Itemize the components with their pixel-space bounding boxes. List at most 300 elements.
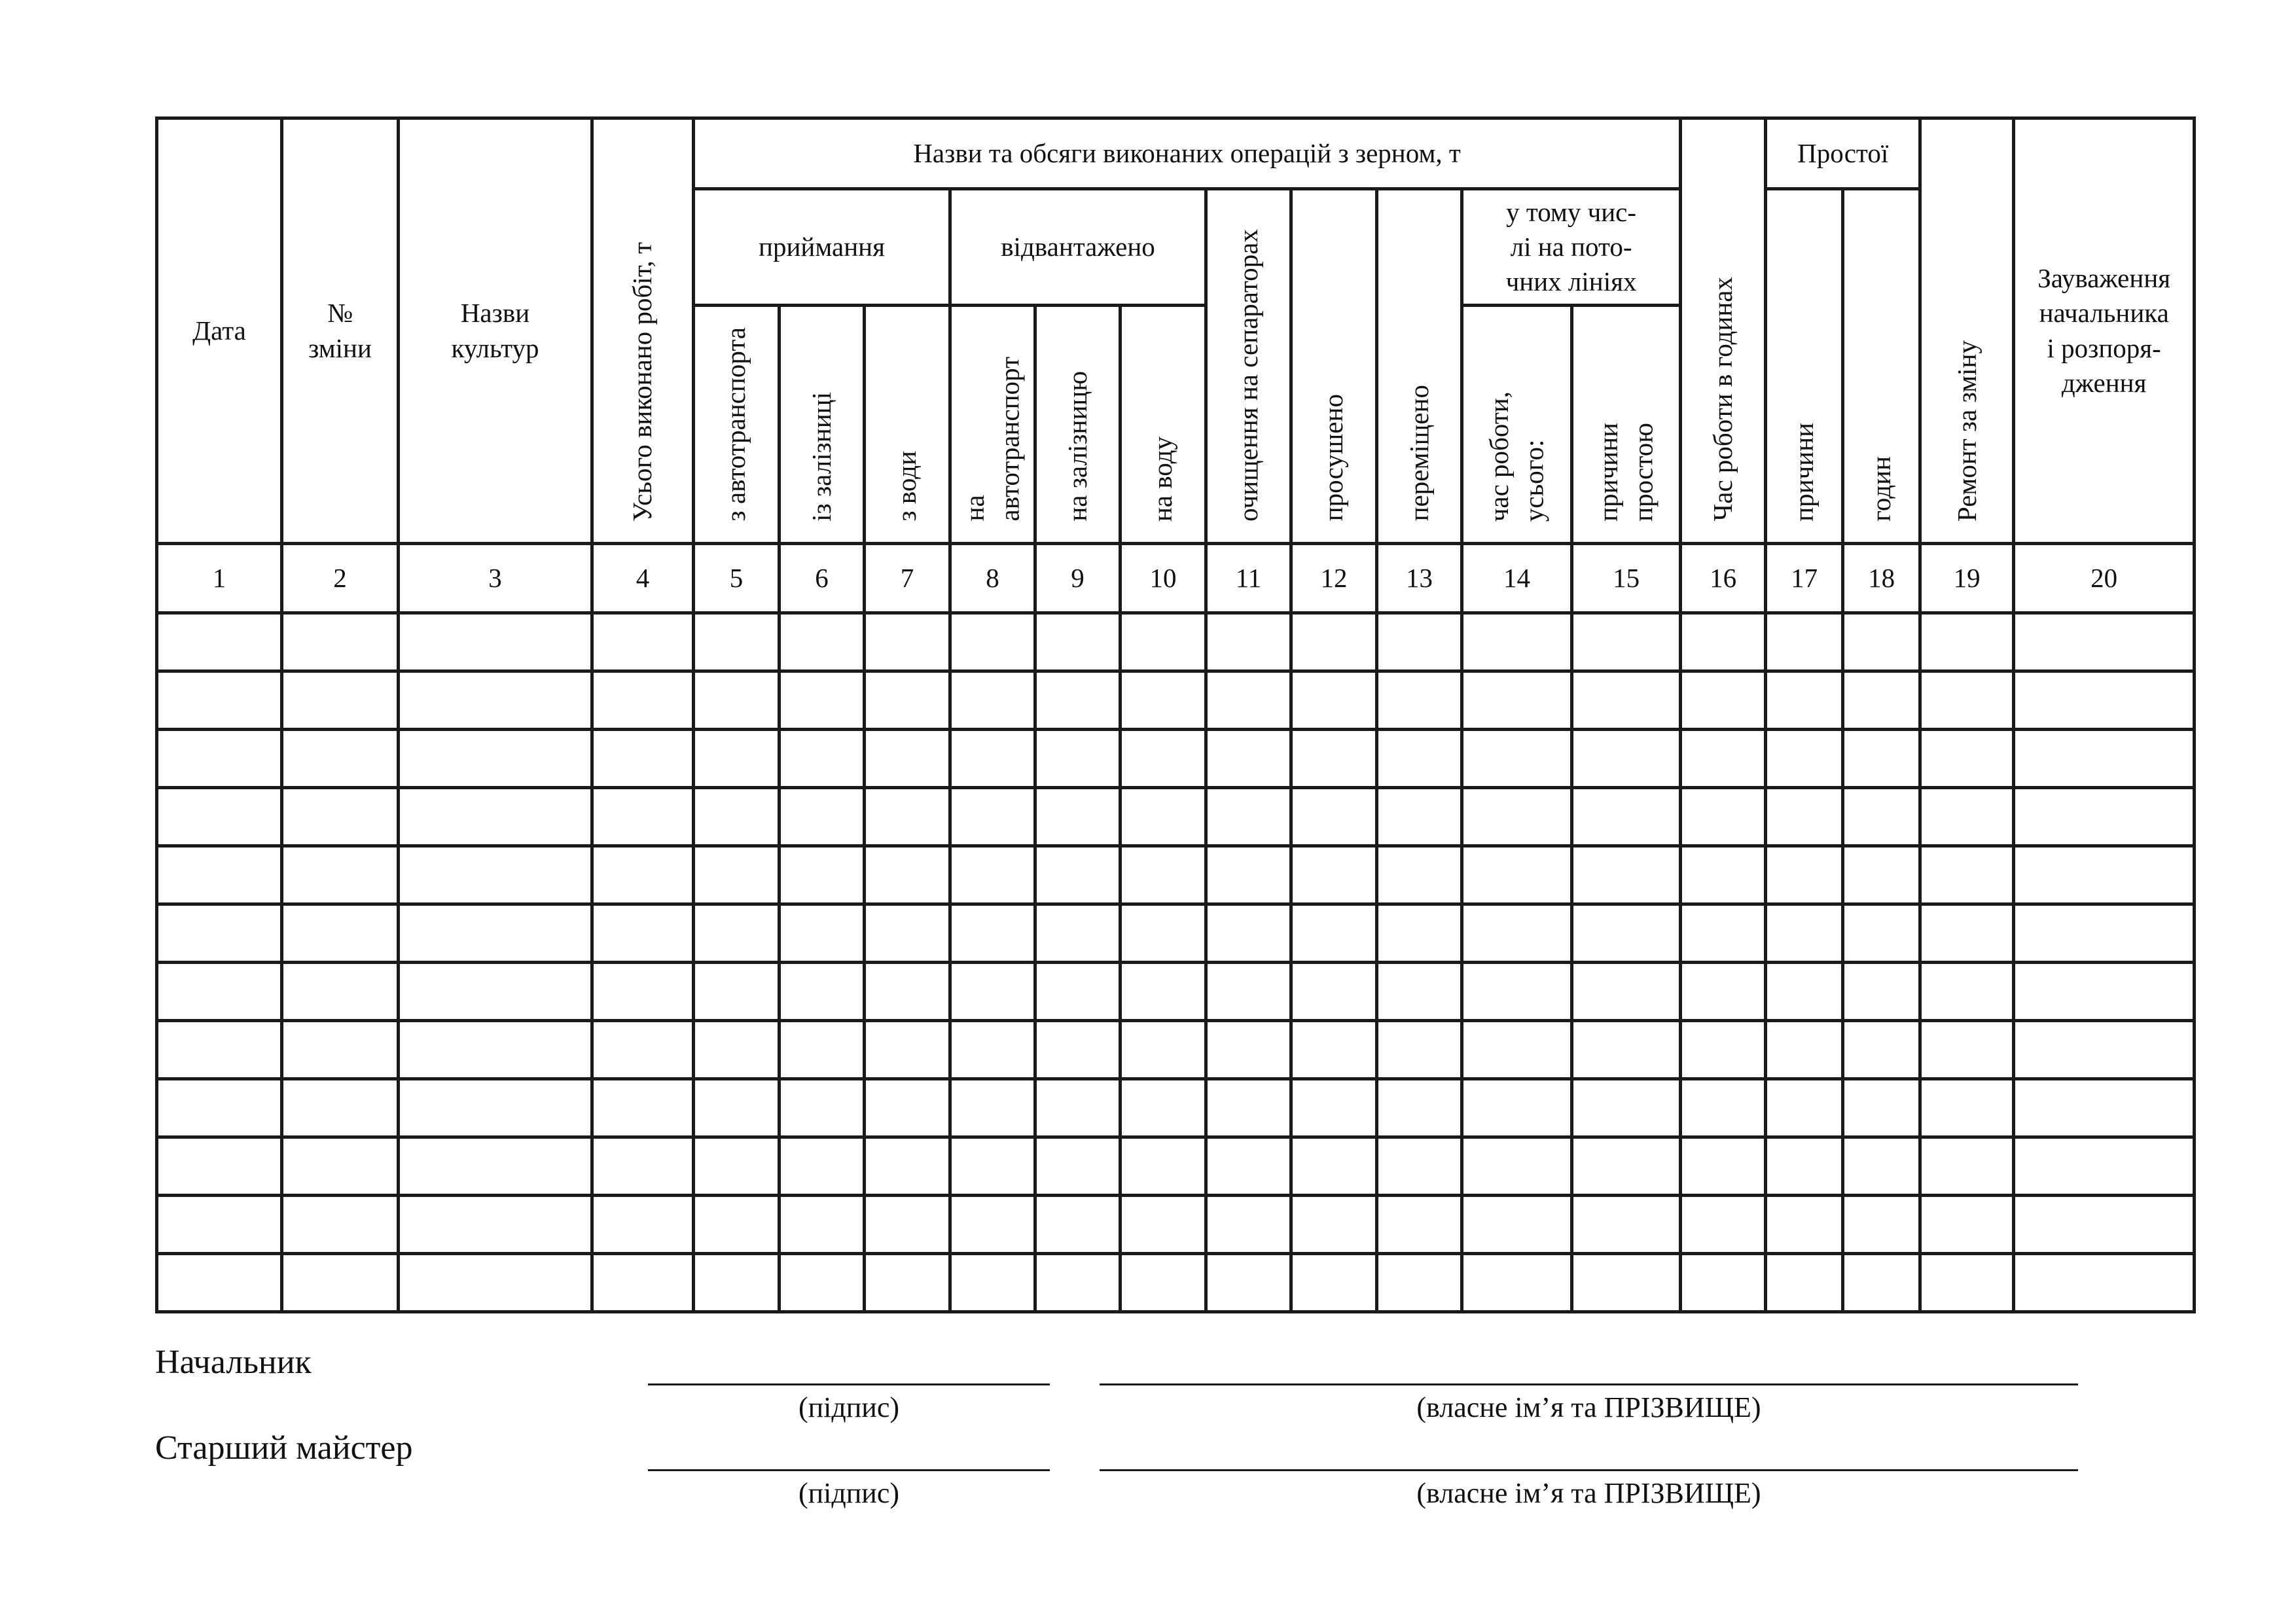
- table-cell[interactable]: [694, 963, 780, 1021]
- table-cell[interactable]: [157, 1254, 282, 1312]
- table-cell[interactable]: [1462, 904, 1572, 963]
- table-cell[interactable]: [780, 788, 865, 846]
- table-cell[interactable]: [1766, 1021, 1843, 1079]
- table-cell[interactable]: [865, 613, 950, 671]
- column-number: 17: [1766, 544, 1843, 613]
- table-cell[interactable]: [780, 613, 865, 671]
- table-cell[interactable]: [399, 1196, 592, 1254]
- table-cell[interactable]: [399, 788, 592, 846]
- table-cell[interactable]: [1843, 1254, 1920, 1312]
- table-cell[interactable]: [157, 730, 282, 788]
- table-cell[interactable]: [1291, 613, 1377, 671]
- table-row: [157, 788, 2195, 846]
- table-cell[interactable]: [592, 671, 694, 730]
- column-number: 4: [592, 544, 694, 613]
- table-cell[interactable]: [1035, 904, 1121, 963]
- chief-name-line[interactable]: [1100, 1383, 2078, 1385]
- table-cell[interactable]: [282, 904, 399, 963]
- table-cell[interactable]: [282, 613, 399, 671]
- column-number: 13: [1377, 544, 1462, 613]
- table-cell[interactable]: [1462, 1079, 1572, 1137]
- table-cell[interactable]: [1206, 1254, 1291, 1312]
- table-cell[interactable]: [694, 1137, 780, 1196]
- table-cell[interactable]: [592, 1137, 694, 1196]
- table-cell[interactable]: [1291, 1137, 1377, 1196]
- table-cell[interactable]: [1681, 963, 1766, 1021]
- table-cell[interactable]: [1572, 1137, 1681, 1196]
- table-cell[interactable]: [1843, 1196, 1920, 1254]
- table-cell[interactable]: [1766, 846, 1843, 904]
- blank-rows: [157, 613, 2195, 1312]
- table-cell[interactable]: [694, 730, 780, 788]
- table-cell[interactable]: [1766, 730, 1843, 788]
- table-cell[interactable]: [1920, 1079, 2014, 1137]
- table-cell[interactable]: [1035, 730, 1121, 788]
- table-cell[interactable]: [399, 1254, 592, 1312]
- table-cell[interactable]: [1572, 963, 1681, 1021]
- table-cell[interactable]: [1121, 1137, 1206, 1196]
- table-cell[interactable]: [950, 846, 1035, 904]
- table-cell[interactable]: [694, 1021, 780, 1079]
- table-cell[interactable]: [1462, 788, 1572, 846]
- column-number: 18: [1843, 544, 1920, 613]
- table-cell[interactable]: [1920, 788, 2014, 846]
- table-cell[interactable]: [1035, 1196, 1121, 1254]
- table-cell[interactable]: [1121, 846, 1206, 904]
- table-cell[interactable]: [1291, 788, 1377, 846]
- table-cell[interactable]: [1377, 846, 1462, 904]
- table-cell[interactable]: [157, 613, 282, 671]
- table-cell[interactable]: [865, 904, 950, 963]
- table-cell[interactable]: [1377, 1021, 1462, 1079]
- table-cell[interactable]: [1766, 1137, 1843, 1196]
- column-number: 9: [1035, 544, 1121, 613]
- table-cell[interactable]: [780, 1079, 865, 1137]
- table-cell[interactable]: [1206, 788, 1291, 846]
- header-repair-per-shift: Ремонт за зміну: [1920, 118, 2014, 544]
- table-cell[interactable]: [282, 671, 399, 730]
- table-cell[interactable]: [950, 904, 1035, 963]
- table-cell[interactable]: [1462, 730, 1572, 788]
- header-idle-hours: годин: [1843, 189, 1920, 544]
- table-row: [157, 1021, 2195, 1079]
- table-cell[interactable]: [1572, 1196, 1681, 1254]
- header-idle-reasons: причини: [1766, 189, 1843, 544]
- column-number: 15: [1572, 544, 1681, 613]
- table-cell[interactable]: [1572, 1254, 1681, 1312]
- column-number: 16: [1681, 544, 1766, 613]
- table-cell[interactable]: [1920, 1254, 2014, 1312]
- table-cell[interactable]: [694, 613, 780, 671]
- table-cell[interactable]: [1920, 1196, 2014, 1254]
- table-cell[interactable]: [694, 1196, 780, 1254]
- table-cell[interactable]: [780, 1254, 865, 1312]
- table-cell[interactable]: [157, 1196, 282, 1254]
- table-cell[interactable]: [2014, 730, 2195, 788]
- table-cell[interactable]: [1035, 846, 1121, 904]
- table-cell[interactable]: [1572, 613, 1681, 671]
- table-cell[interactable]: [399, 1021, 592, 1079]
- table-cell[interactable]: [950, 1196, 1035, 1254]
- table-cell[interactable]: [780, 1196, 865, 1254]
- header-line-idle-reasons: причини простою: [1572, 306, 1681, 544]
- table-cell[interactable]: [592, 963, 694, 1021]
- table-cell[interactable]: [1121, 730, 1206, 788]
- table-cell[interactable]: [592, 788, 694, 846]
- table-cell[interactable]: [1035, 613, 1121, 671]
- table-cell[interactable]: [1766, 1254, 1843, 1312]
- table-cell[interactable]: [1121, 671, 1206, 730]
- table-row: [157, 671, 2195, 730]
- senior-master-label: Старший майстер: [155, 1429, 413, 1467]
- table-cell[interactable]: [592, 1021, 694, 1079]
- table-cell[interactable]: [694, 904, 780, 963]
- table-row: [157, 1254, 2195, 1312]
- table-cell[interactable]: [1206, 963, 1291, 1021]
- table-cell[interactable]: [1377, 963, 1462, 1021]
- table-cell[interactable]: [1121, 1079, 1206, 1137]
- table-cell[interactable]: [157, 1021, 282, 1079]
- table-cell[interactable]: [282, 788, 399, 846]
- table-cell[interactable]: [1035, 1021, 1121, 1079]
- table-cell[interactable]: [780, 730, 865, 788]
- table-cell[interactable]: [865, 671, 950, 730]
- table-cell[interactable]: [282, 1021, 399, 1079]
- table-cell[interactable]: [1206, 1079, 1291, 1137]
- table-cell[interactable]: [780, 671, 865, 730]
- table-cell[interactable]: [1681, 788, 1766, 846]
- header-moved: переміщено: [1377, 189, 1462, 544]
- header-from-railway: із залізниці: [780, 306, 865, 544]
- table-cell[interactable]: [1121, 1254, 1206, 1312]
- table-row: [157, 1137, 2195, 1196]
- header-crop-names: Назви культур: [399, 118, 592, 544]
- table-cell[interactable]: [282, 1254, 399, 1312]
- table-row: [157, 846, 2195, 904]
- table-cell[interactable]: [1572, 671, 1681, 730]
- table-cell[interactable]: [950, 1021, 1035, 1079]
- table-cell[interactable]: [282, 730, 399, 788]
- table-cell[interactable]: [1572, 1021, 1681, 1079]
- table-cell[interactable]: [1843, 613, 1920, 671]
- table-cell[interactable]: [1206, 904, 1291, 963]
- table-cell[interactable]: [865, 1137, 950, 1196]
- table-cell[interactable]: [2014, 1254, 2195, 1312]
- table-cell[interactable]: [1843, 1137, 1920, 1196]
- table-cell[interactable]: [780, 1021, 865, 1079]
- table-cell[interactable]: [694, 846, 780, 904]
- table-cell[interactable]: [1206, 1021, 1291, 1079]
- table-cell[interactable]: [1206, 730, 1291, 788]
- table-cell[interactable]: [1206, 613, 1291, 671]
- table-cell[interactable]: [2014, 904, 2195, 963]
- header-to-water: на воду: [1121, 306, 1206, 544]
- table-row: [157, 730, 2195, 788]
- table-cell[interactable]: [2014, 963, 2195, 1021]
- table-cell[interactable]: [1206, 846, 1291, 904]
- table-cell[interactable]: [1291, 846, 1377, 904]
- table-row: [157, 963, 2195, 1021]
- header-idle-group: Простої: [1766, 118, 1920, 189]
- column-number: 1: [157, 544, 282, 613]
- column-number: 20: [2014, 544, 2195, 613]
- table-cell[interactable]: [1377, 730, 1462, 788]
- table-row: [157, 1196, 2195, 1254]
- table-cell[interactable]: [1121, 1021, 1206, 1079]
- header-to-trucks: на автотранспорт: [950, 306, 1035, 544]
- table-cell[interactable]: [1377, 1079, 1462, 1137]
- table-cell[interactable]: [1766, 788, 1843, 846]
- table-cell[interactable]: [1035, 1254, 1121, 1312]
- table-cell[interactable]: [1920, 671, 2014, 730]
- table-cell[interactable]: [1843, 1021, 1920, 1079]
- table-cell[interactable]: [1462, 1137, 1572, 1196]
- table-cell[interactable]: [1291, 1021, 1377, 1079]
- table-cell[interactable]: [1681, 671, 1766, 730]
- table-cell[interactable]: [2014, 788, 2195, 846]
- table-cell[interactable]: [1121, 788, 1206, 846]
- table-cell[interactable]: [1035, 1079, 1121, 1137]
- master-name-line[interactable]: [1100, 1469, 2078, 1471]
- table-cell[interactable]: [282, 1079, 399, 1137]
- table-cell[interactable]: [1843, 730, 1920, 788]
- table-cell[interactable]: [1920, 613, 2014, 671]
- table-cell[interactable]: [1843, 788, 1920, 846]
- chief-signature-caption: (підпис): [798, 1391, 900, 1423]
- table-cell[interactable]: [592, 1254, 694, 1312]
- table-cell[interactable]: [1766, 671, 1843, 730]
- table-cell[interactable]: [592, 1079, 694, 1137]
- table-cell[interactable]: [865, 1079, 950, 1137]
- table-cell[interactable]: [157, 1079, 282, 1137]
- table-cell[interactable]: [399, 1137, 592, 1196]
- table-cell[interactable]: [157, 671, 282, 730]
- header-date: Дата: [157, 118, 282, 544]
- table-cell[interactable]: [399, 730, 592, 788]
- table-cell[interactable]: [950, 613, 1035, 671]
- table-cell[interactable]: [157, 846, 282, 904]
- chief-signature-line[interactable]: [648, 1383, 1050, 1385]
- table-cell[interactable]: [157, 963, 282, 1021]
- table-cell[interactable]: [1035, 788, 1121, 846]
- table-cell[interactable]: [1681, 1021, 1766, 1079]
- table-cell[interactable]: [1920, 904, 2014, 963]
- table-cell[interactable]: [950, 788, 1035, 846]
- table-cell[interactable]: [399, 613, 592, 671]
- header-receiving: приймання: [694, 189, 950, 306]
- table-cell[interactable]: [1681, 613, 1766, 671]
- table-cell[interactable]: [399, 904, 592, 963]
- table-cell[interactable]: [865, 730, 950, 788]
- table-cell[interactable]: [1572, 846, 1681, 904]
- table-cell[interactable]: [1462, 613, 1572, 671]
- table-cell[interactable]: [865, 846, 950, 904]
- table-cell[interactable]: [1291, 671, 1377, 730]
- operations-journal-table: [155, 116, 2196, 1313]
- column-number: 5: [694, 544, 780, 613]
- table-cell[interactable]: [1035, 671, 1121, 730]
- column-number: 7: [865, 544, 950, 613]
- table-cell[interactable]: [1291, 1079, 1377, 1137]
- table-cell[interactable]: [1377, 904, 1462, 963]
- table-cell[interactable]: [282, 1137, 399, 1196]
- table-cell[interactable]: [1035, 1137, 1121, 1196]
- table-cell[interactable]: [399, 1079, 592, 1137]
- table-cell[interactable]: [282, 846, 399, 904]
- table-cell[interactable]: [950, 1079, 1035, 1137]
- master-signature-line[interactable]: [648, 1469, 1050, 1471]
- table-cell[interactable]: [1572, 904, 1681, 963]
- table-cell[interactable]: [780, 904, 865, 963]
- table-cell[interactable]: [592, 1196, 694, 1254]
- header-production-lines: у тому чис- лі на пото- чних лініях: [1462, 189, 1681, 306]
- table-cell[interactable]: [2014, 1137, 2195, 1196]
- header-row-1: [157, 118, 2195, 189]
- table-cell[interactable]: [780, 963, 865, 1021]
- table-cell[interactable]: [1291, 904, 1377, 963]
- header-from-trucks: з автотранспорта: [694, 306, 780, 544]
- table-cell[interactable]: [1681, 1079, 1766, 1137]
- table-cell[interactable]: [282, 1196, 399, 1254]
- table-cell[interactable]: [1377, 788, 1462, 846]
- table-cell[interactable]: [1035, 963, 1121, 1021]
- table-cell[interactable]: [1920, 963, 2014, 1021]
- table-cell[interactable]: [2014, 613, 2195, 671]
- table-cell[interactable]: [2014, 1079, 2195, 1137]
- table-cell[interactable]: [1291, 730, 1377, 788]
- table-cell[interactable]: [1121, 1196, 1206, 1254]
- table-cell[interactable]: [1843, 963, 1920, 1021]
- table-cell[interactable]: [592, 730, 694, 788]
- table-cell[interactable]: [1206, 1137, 1291, 1196]
- table-row: [157, 1079, 2195, 1137]
- column-number: 14: [1462, 544, 1572, 613]
- column-number: 11: [1206, 544, 1291, 613]
- table-cell[interactable]: [1920, 730, 2014, 788]
- column-number: 19: [1920, 544, 2014, 613]
- table-cell[interactable]: [1121, 613, 1206, 671]
- header-separator-cleaning: очищення на сепараторах: [1206, 189, 1291, 544]
- table-cell[interactable]: [865, 788, 950, 846]
- table-cell[interactable]: [399, 671, 592, 730]
- table-cell[interactable]: [2014, 846, 2195, 904]
- table-cell[interactable]: [1572, 730, 1681, 788]
- table-cell[interactable]: [1766, 613, 1843, 671]
- table-cell[interactable]: [950, 1137, 1035, 1196]
- table-cell[interactable]: [1766, 1196, 1843, 1254]
- table-cell[interactable]: [1572, 788, 1681, 846]
- master-name-caption: (власне ім’я та ПРІЗВИЩЕ): [1416, 1477, 1761, 1509]
- table-cell[interactable]: [865, 963, 950, 1021]
- table-cell[interactable]: [1681, 1137, 1766, 1196]
- table-cell[interactable]: [1291, 1254, 1377, 1312]
- table-cell[interactable]: [399, 846, 592, 904]
- table-cell[interactable]: [1572, 1079, 1681, 1137]
- table-cell[interactable]: [1462, 1254, 1572, 1312]
- table-cell[interactable]: [1920, 846, 2014, 904]
- table-cell[interactable]: [1462, 671, 1572, 730]
- table-cell[interactable]: [1377, 1254, 1462, 1312]
- table-cell[interactable]: [592, 846, 694, 904]
- table-cell[interactable]: [1121, 904, 1206, 963]
- table-cell[interactable]: [865, 1021, 950, 1079]
- table-cell[interactable]: [694, 1254, 780, 1312]
- table-cell[interactable]: [1681, 730, 1766, 788]
- table-cell[interactable]: [780, 1137, 865, 1196]
- table-cell[interactable]: [950, 1254, 1035, 1312]
- table-cell[interactable]: [694, 788, 780, 846]
- table-cell[interactable]: [694, 671, 780, 730]
- table-cell[interactable]: [1206, 671, 1291, 730]
- table-cell[interactable]: [1291, 1196, 1377, 1254]
- table-cell[interactable]: [950, 730, 1035, 788]
- table-cell[interactable]: [1843, 671, 1920, 730]
- header-operations-group: Назви та обсяги виконаних операцій з зерном, т: [694, 118, 1681, 189]
- table-cell[interactable]: [157, 1137, 282, 1196]
- table-cell[interactable]: [282, 963, 399, 1021]
- table-cell[interactable]: [950, 671, 1035, 730]
- table-row: [157, 613, 2195, 671]
- table-cell[interactable]: [1681, 1196, 1766, 1254]
- table-cell[interactable]: [1206, 1196, 1291, 1254]
- table-cell[interactable]: [157, 904, 282, 963]
- table-cell[interactable]: [2014, 1196, 2195, 1254]
- column-number-row: [157, 544, 2195, 613]
- header-work-hours: Час роботи в годинах: [1681, 118, 1766, 544]
- table-cell[interactable]: [1681, 1254, 1766, 1312]
- table-cell[interactable]: [592, 613, 694, 671]
- header-from-water: з води: [865, 306, 950, 544]
- table-cell[interactable]: [865, 1254, 950, 1312]
- table-cell[interactable]: [950, 963, 1035, 1021]
- chief-name-caption: (власне ім’я та ПРІЗВИЩЕ): [1416, 1391, 1761, 1423]
- table-cell[interactable]: [1377, 1196, 1462, 1254]
- table-cell[interactable]: [2014, 1021, 2195, 1079]
- column-number: 12: [1291, 544, 1377, 613]
- table-cell[interactable]: [1377, 1137, 1462, 1196]
- table-cell[interactable]: [1462, 1196, 1572, 1254]
- table-cell[interactable]: [1766, 963, 1843, 1021]
- table-cell[interactable]: [1920, 1021, 2014, 1079]
- table-cell[interactable]: [1766, 1079, 1843, 1137]
- table-cell[interactable]: [1681, 904, 1766, 963]
- table-cell[interactable]: [1377, 613, 1462, 671]
- table-cell[interactable]: [1377, 671, 1462, 730]
- table-cell[interactable]: [694, 1079, 780, 1137]
- table-cell[interactable]: [865, 1196, 950, 1254]
- table-cell[interactable]: [1843, 904, 1920, 963]
- table-cell[interactable]: [1843, 1079, 1920, 1137]
- table-cell[interactable]: [780, 846, 865, 904]
- table-cell[interactable]: [1766, 904, 1843, 963]
- header-dried: просушено: [1291, 189, 1377, 544]
- table-cell[interactable]: [1462, 846, 1572, 904]
- table-cell[interactable]: [157, 788, 282, 846]
- table-cell[interactable]: [2014, 671, 2195, 730]
- table-cell[interactable]: [1681, 846, 1766, 904]
- table-cell[interactable]: [592, 904, 694, 963]
- table-cell[interactable]: [1121, 963, 1206, 1021]
- column-number: 8: [950, 544, 1035, 613]
- header-to-railway: на залізницю: [1035, 306, 1121, 544]
- table-cell[interactable]: [1843, 846, 1920, 904]
- header-total-work: Усього виконано робіт, т: [592, 118, 694, 544]
- table-cell[interactable]: [1462, 963, 1572, 1021]
- table-cell[interactable]: [399, 963, 592, 1021]
- table-cell[interactable]: [1920, 1137, 2014, 1196]
- table-cell[interactable]: [1462, 1021, 1572, 1079]
- table-cell[interactable]: [1291, 963, 1377, 1021]
